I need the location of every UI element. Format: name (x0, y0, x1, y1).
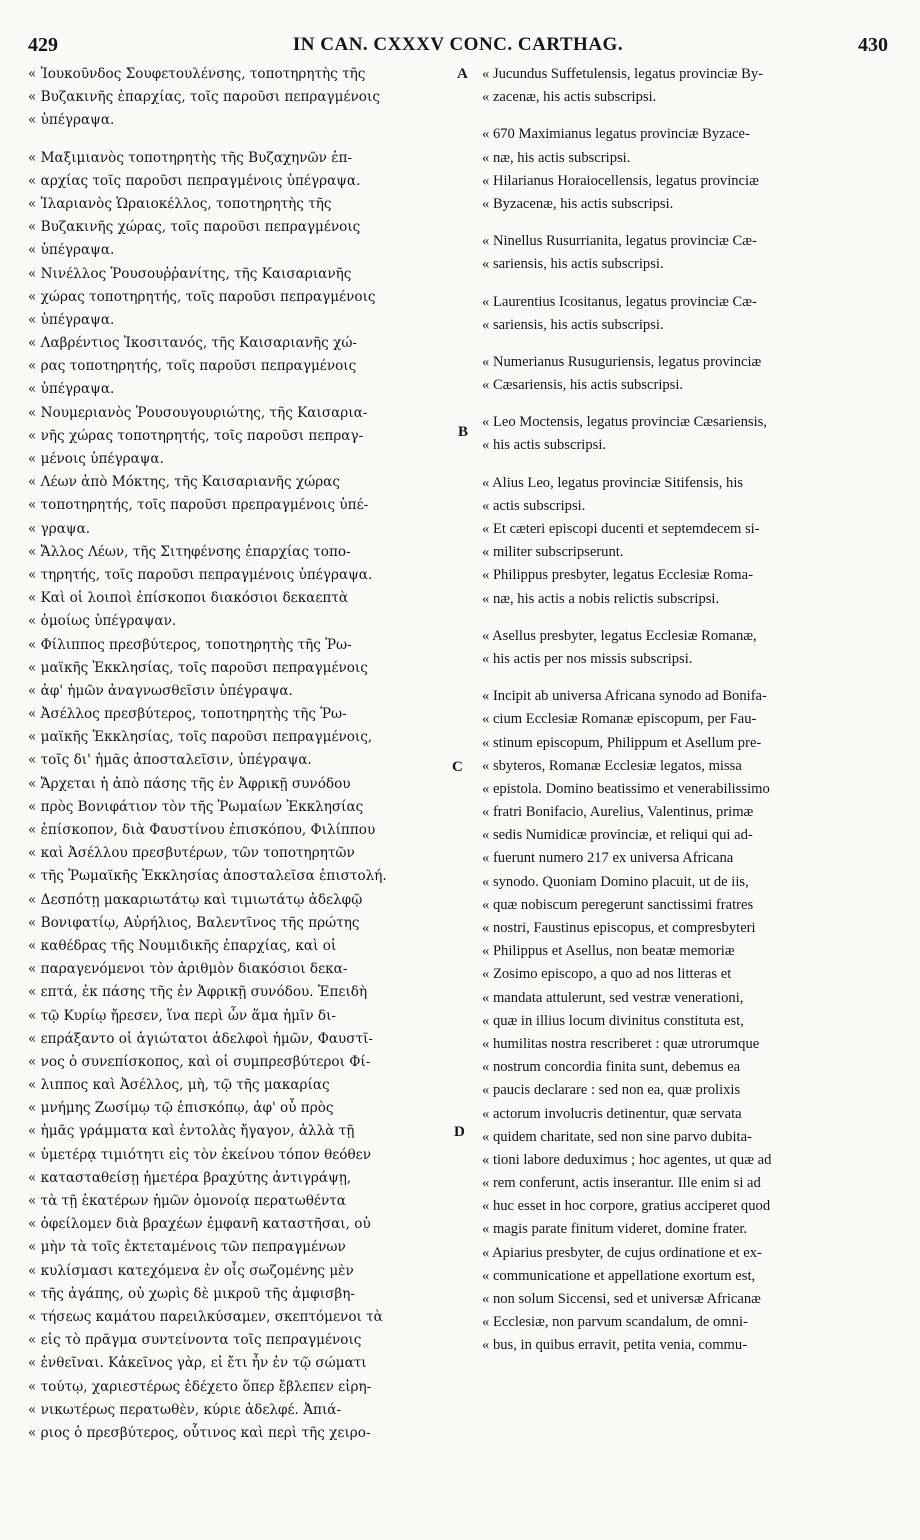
latin-text-line: « Hilarianus Horaiocellensis, legatus provinciæ (482, 172, 759, 189)
latin-text-line: « quæ in illius locum divinitus constituta est, (482, 1012, 744, 1029)
greek-text-line: « πρὸς Βονιφάτιον τὸν τῆς Ῥωμαίων Ἐκκλησίας (28, 798, 364, 815)
latin-text-line: « Leo Moctensis, legatus provinciæ Cæsariensis, (482, 414, 767, 431)
greek-text-line: « ὀφείλομεν διὰ βραχέων ἐμφανῆ καταστῆσαι, οὐ (28, 1216, 371, 1233)
greek-text-line: « ἡμᾶς γράμματα καὶ ἐντολὰς ἤγαγον, ἀλλὰ τῇ (28, 1123, 355, 1140)
latin-text-line: « Apiarius presbyter, de cujus ordinatione et ex- (482, 1244, 762, 1261)
right-page-number: 430 (858, 34, 888, 56)
latin-text-line: « stinum episcopum, Philippum et Asellum pre- (482, 734, 762, 751)
latin-text-line: « Laurentius Icositanus, legatus provinciæ Cæ- (482, 293, 757, 310)
latin-text-line: « zacenæ, his actis subscripsi. (482, 89, 657, 106)
latin-text-line: « sariensis, his actis subscripsi. (482, 316, 664, 333)
greek-text-line: « νικωτέρως περατωθὲν, κύριε ἀδελφέ. Ἀπιά- (28, 1401, 342, 1418)
latin-text-line: « Zosimo episcopo, a quo ad nos litteras et (482, 966, 732, 983)
greek-text-line: « ὑπέγραψα. (28, 242, 115, 259)
section-mark-d: D (454, 1124, 465, 1140)
greek-text-line: « τήσεως καμάτου παρειλκύσαμεν, σκεπτόμενοι τὰ (28, 1308, 383, 1325)
greek-text-line: « Βυζακινῆς χώρας, τοῖς παροῦσι πεπραγμένοις (28, 219, 361, 236)
greek-text-line: « ριος ὁ πρεσβύτερος, οὗτινος καὶ περὶ τῆς χειρο- (28, 1424, 371, 1441)
greek-text-line: « κατασταθείσῃ ἡμετέρα βραχύτης ἀντιγράψῃ, (28, 1169, 352, 1186)
greek-column (28, 63, 448, 1445)
greek-text-line: « Λαβρέντιος Ἰκοσιτανός, τῆς Καισαριανῆς χώ- (28, 335, 358, 352)
left-page-number: 429 (28, 34, 58, 56)
latin-text-line: « Asellus presbyter, legatus Ecclesiæ Romanæ, (482, 627, 757, 644)
greek-text-line: « τὰ τῇ ἑκατέρων ἡμῶν ὁμονοίᾳ περατωθέντα (28, 1193, 346, 1209)
latin-text-line: « sbyteros, Romanæ Ecclesiæ legatos, missa (482, 757, 742, 774)
greek-text-line: « αρχίας τοῖς παροῦσι πεπραγμένοις ὑπέγραψα. (28, 172, 361, 189)
paragraph-gap (482, 458, 892, 472)
latin-text-line: « communicatione et appellatione exortum est, (482, 1267, 756, 1284)
greek-text-line: « μνήμης Ζωσίμῳ τῷ ἐπισκόπῳ, ἀφ' οὗ πρὸς (28, 1100, 334, 1117)
greek-text-line: « τῷ Κυρίῳ ἤρεσεν, ἵνα περὶ ὧν ἅμα ἡμῖν δι- (28, 1007, 337, 1024)
latin-text-line: « fuerunt numero 217 ex universa Africana (482, 850, 734, 867)
latin-text-line: « Ecclesiæ, non parvum scandalum, de omni- (482, 1314, 748, 1331)
greek-text-line: « τούτῳ, χαριεστέρως ἐδέχετο ὅπερ ἔβλεπεν εἰρη- (28, 1378, 372, 1395)
latin-text-line: « tioni labore deduximus ; hoc agentes, ut quæ ad (482, 1151, 772, 1168)
greek-text-line: « Δεσπότῃ μακαριωτάτῳ καὶ τιμιωτάτῳ ἀδελφῷ (28, 891, 363, 908)
greek-text-line: « τηρητής, τοῖς παροῦσι πεπραγμένοις ὑπέγραψα. (28, 566, 373, 583)
greek-text-line: « τῆς ἀγάπης, οὐ χωρὶς δὲ μικροῦ τῆς ἀμφισβη- (28, 1285, 355, 1302)
section-mark-c: C (452, 759, 463, 775)
greek-text-line: « εἰς τὸ πρᾶγμα συντείνοντα τοῖς πεπραγμένοις (28, 1332, 362, 1349)
latin-text-line: « huc esset in hoc corpore, gratius acciperet quod (482, 1198, 771, 1215)
greek-text-line: « Καὶ οἱ λοιποὶ ἐπίσκοποι διακόσιοι δεκαεπτὰ (28, 590, 349, 607)
latin-text-line: « næ, his actis subscripsi. (482, 149, 631, 166)
greek-text-line: « παραγενόμενοι τὸν ἀριθμὸν διακόσιοι δεκα- (28, 961, 348, 978)
greek-text-line: « νῆς χώρας τοποτηρητής, τοῖς παροῦσι πεπραγ- (28, 427, 364, 444)
greek-text-line: « καθέδρας τῆς Νουμιδικῆς ἐπαρχίας, καὶ οἱ (28, 937, 337, 954)
latin-text-line: « cium Ecclesiæ Romanæ episcopum, per Fau- (482, 711, 757, 728)
greek-text-line: « μαϊκῆς Ἐκκλησίας, τοῖς παροῦσι πεπραγμένοις (28, 659, 368, 676)
paragraph-gap (482, 671, 892, 685)
latin-text-line: « militer subscripserunt. (482, 544, 624, 561)
latin-text-line: « paucis declarare : sed non ea, quæ prolixis (482, 1082, 741, 1099)
latin-text-line: « rem conferunt, actis inserantur. Ille enim si ad (482, 1175, 761, 1192)
latin-text-line: « sedis Numidicæ provinciæ, et reliqui qui ad- (482, 827, 753, 844)
greek-text-line: « Βυζακινῆς ἐπαρχίας, τοῖς παροῦσι πεπραγμένοις (28, 89, 380, 106)
greek-text-line: « ρας τοποτηρητής, τοῖς παροῦσι πεπραγμένοις (28, 358, 357, 375)
greek-text-line: « ὁμοίως ὑπέγραψαν. (28, 613, 177, 630)
latin-text-line: « epistola. Domino beatissimo et venerabilissimo (482, 780, 770, 797)
greek-text-line: « Ἄρχεται ἡ ἀπὸ πάσης τῆς ἐν Ἀφρικῇ συνόδου (28, 775, 351, 792)
latin-column (482, 63, 892, 1358)
greek-text-line: « Ἄλλος Λέων, τῆς Σιτηφένσης ἐπαρχίας τοπο- (28, 543, 351, 560)
greek-text-line: « επράξαντο οἱ ἁγιώτατοι ἀδελφοὶ ἡμῶν, Φαυστῖ- (28, 1030, 374, 1047)
greek-text-line: « καὶ Ἀσέλλου πρεσβυτέρων, τῶν τοποτηρητῶν (28, 845, 355, 862)
section-mark-a: A (457, 66, 468, 82)
greek-text-line: « Ἀσέλλος πρεσβύτερος, τοποτηρητὴς τῆς Ῥω- (28, 706, 347, 723)
greek-text-line: « γραψα. (28, 520, 91, 537)
greek-text-line: « χώρας τοποτηρητής, τοῖς παροῦσι πεπραγμένοις (28, 288, 376, 305)
paragraph-gap (28, 133, 448, 147)
greek-text-line: « Νινέλλος Ῥουσουῤῥανίτης, τῆς Καισαριανῆς (28, 265, 352, 282)
greek-text-line: « νος ὁ συνεπίσκοπος, καὶ οἱ συμπρεσβύτεροι Φί- (28, 1053, 371, 1070)
running-title: IN CAN. CXXXV CONC. CARTHAG. (292, 34, 624, 55)
latin-text-line: « bus, in quibus erravit, petita venia, commu- (482, 1337, 748, 1354)
greek-text-line: « Ἱλαριανὸς Ὡραιοκέλλος, τοποτηρητὴς τῆς (28, 195, 332, 212)
latin-text-line: « Byzacenæ, his actis subscripsi. (482, 195, 674, 212)
latin-text-line: « magis parate finitum videret, domine frater. (482, 1221, 748, 1238)
page-header (28, 34, 888, 60)
greek-text-line: « ὑπέγραψα. (28, 311, 115, 328)
latin-text-line: « Incipit ab universa Africana synodo ad Bonifa- (482, 688, 767, 705)
paragraph-gap (482, 337, 892, 351)
latin-text-line: « Alius Leo, legatus provinciæ Sitifensis, his (482, 474, 744, 491)
greek-text-line: « Μαξιμιανὸς τοποτηρητὴς τῆς Βυζαχηνῶν ἐπ- (28, 149, 353, 166)
latin-text-line: « quidem charitate, sed non sine parvo dubita- (482, 1128, 752, 1145)
latin-text-line: « fratri Bonifacio, Aurelius, Valentinus, primæ (482, 804, 754, 821)
greek-text-line: « επτά, ἐκ πάσης τῆς ἐν Ἀφρικῇ συνόδου. Ἐπειδὴ (28, 984, 368, 1001)
greek-text-line: « ὑπέγραψα. (28, 381, 115, 398)
greek-text-line: « ὑπέγραψα. (28, 112, 115, 129)
paragraph-gap (482, 109, 892, 123)
latin-text-line: « actorum involucris detinentur, quæ servata (482, 1105, 742, 1122)
greek-text-line: « λιππος καὶ Ἀσέλλος, μὴ, τῷ τῆς μακαρίας (28, 1077, 330, 1094)
paragraph-gap (482, 397, 892, 411)
greek-text-line: « Φίλιππος πρεσβύτερος, τοποτηρητὴς τῆς Ῥω- (28, 636, 352, 653)
greek-text-line: « Λέων ἀπὸ Μόκτης, τῆς Καισαριανῆς χώρας (28, 474, 340, 491)
greek-text-line: « τῆς Ῥωμαϊκῆς Ἐκκλησίας ἀποσταλεῖσα ἐπιστολή. (28, 868, 387, 885)
greek-text-line: « ἐπίσκοπον, διὰ Φαυστίνου ἐπισκόπου, Φιλίππου (28, 822, 376, 838)
latin-text-line: « actis subscripsi. (482, 497, 586, 514)
latin-text-line: « nostrum concordia finita sunt, debemus ea (482, 1059, 741, 1076)
latin-text-line: « Philippus presbyter, legatus Ecclesiæ Roma- (482, 567, 753, 584)
latin-text-line: « Et cæteri episcopi ducenti et septemdecem si- (482, 521, 760, 537)
latin-text-line: « his actis subscripsi. (482, 437, 607, 454)
latin-text-line: « næ, his actis a nobis relictis subscripsi. (482, 590, 720, 607)
paragraph-gap (482, 216, 892, 230)
paragraph-gap (482, 277, 892, 291)
greek-text-line: « μαϊκῆς Ἐκκλησίας, τοῖς παροῦσι πεπραγμένοις, (28, 729, 373, 746)
greek-text-line: « τοποτηρητής, τοῖς παροῦσι πρεπραγμένοις ὑπέ- (28, 497, 369, 514)
greek-text-line: « Ἰουκοῦνδος Σουφετουλένσης, τοποτηρητὴς τῆς (28, 66, 366, 82)
greek-text-line: « Βονιφατίῳ, Αὐρήλιος, Βαλεντῖνος τῆς πρώτης (28, 914, 360, 931)
greek-text-line: « ἐνθεῖναι. Κἀκεῖνος γὰρ, εἰ ἔτι ἦν ἐν τῷ σώματι (28, 1355, 367, 1372)
latin-text-line: « sariensis, his actis subscripsi. (482, 256, 664, 273)
greek-text-line: « μὴν τὰ τοῖς ἐκτεταμένοις τῶν πεπραγμένων (28, 1239, 346, 1256)
latin-text-line: « nostri, Faustinus episcopus, et compresbyteri (482, 920, 756, 936)
latin-text-line: « Jucundus Suffetulensis, legatus provinciæ By- (482, 66, 764, 82)
latin-text-line: « humilitas nostra rescriberet : quæ utrorumque (482, 1035, 760, 1052)
greek-text-line: « μένοις ὑπέγραψα. (28, 451, 164, 467)
greek-text-line: « κυλίσμασι κατεχόμενα ἐν οἷς σωζομένης μὲν (28, 1262, 354, 1279)
greek-text-line: « ὑμετέρᾳ τιμιότητι εἰς τὸν ἐκείνου τόπον θεόθεν (28, 1146, 371, 1163)
greek-text-line: « ἀφ' ἡμῶν ἀναγνωσθεῖσιν ὑπέγραψα. (28, 682, 293, 699)
latin-text-line: « Numerianus Rusuguriensis, legatus provinciæ (482, 353, 762, 370)
latin-text-line: « 670 Maximianus legatus provinciæ Byzace- (482, 126, 750, 143)
latin-text-line: « mandata attulerunt, sed vestræ venerationi, (482, 989, 744, 1006)
latin-text-line: « synodo. Quoniam Domino placuit, ut de iis, (482, 873, 749, 890)
latin-text-line: « Ninellus Rusurrianita, legatus provinciæ Cæ- (482, 233, 757, 250)
greek-text-line: « Νουμεριανὸς Ῥουσουγουριώτης, τῆς Καισαρια- (28, 404, 368, 421)
latin-text-line: « Philippus et Asellus, non beatæ memoriæ (482, 943, 735, 960)
latin-text-line: « quæ nobiscum peregerunt sanctissimi fratres (482, 896, 754, 913)
greek-text-line: « τοῖς δι' ἡμᾶς ἀποσταλεῖσιν, ὑπέγραψα. (28, 752, 312, 769)
latin-text-line: « his actis per nos missis subscripsi. (482, 650, 693, 667)
latin-text-line: « non solum Siccensi, sed et universæ Africanæ (482, 1291, 761, 1307)
paragraph-gap (482, 611, 892, 625)
section-mark-b: B (458, 424, 469, 440)
latin-text-line: « Cæsariensis, his actis subscripsi. (482, 377, 684, 394)
